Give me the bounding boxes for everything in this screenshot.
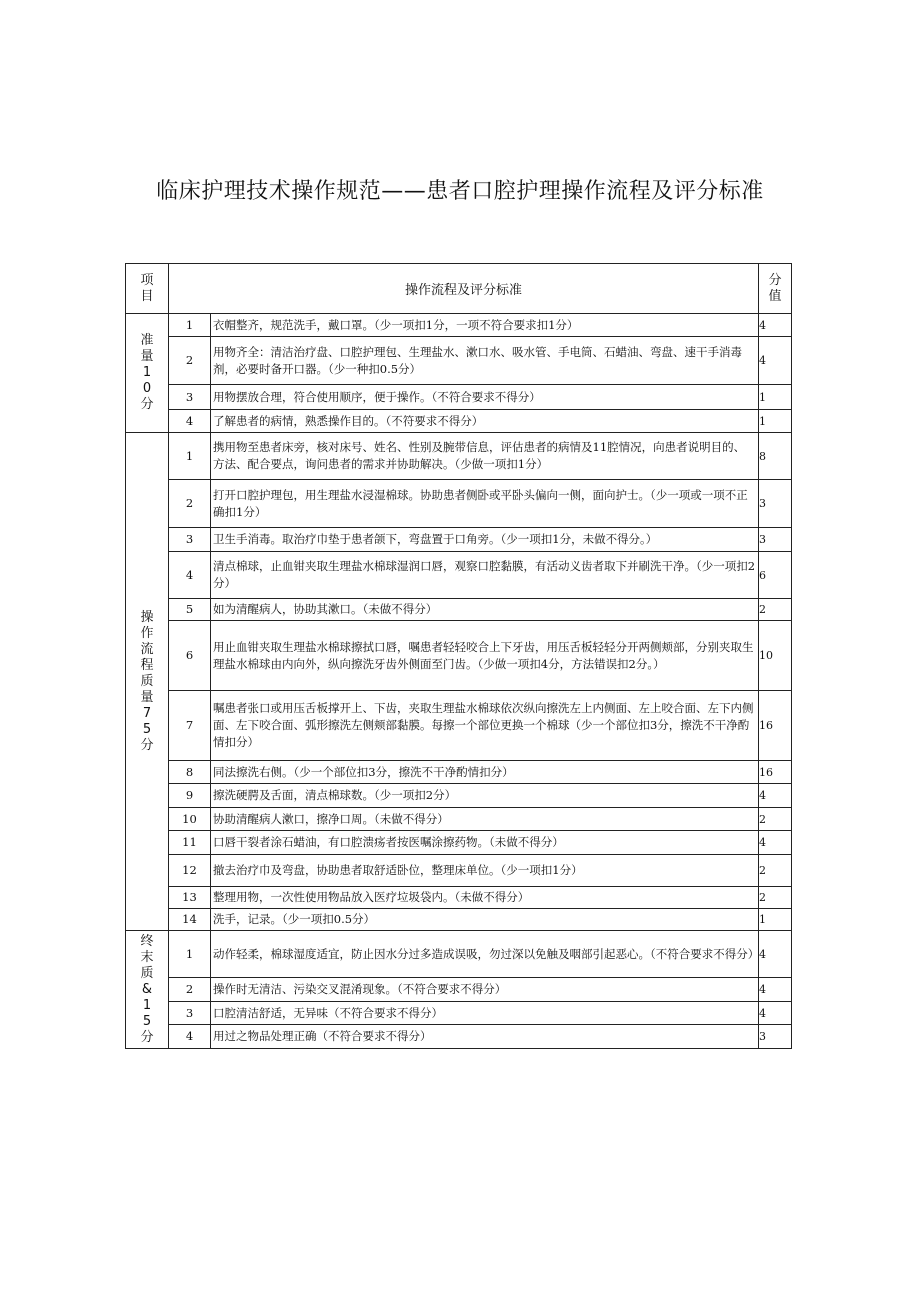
row-number: 9 <box>169 784 211 808</box>
row-score: 16 <box>759 691 792 761</box>
row-number: 5 <box>169 599 211 621</box>
table-body <box>126 314 792 1049</box>
scoring-table <box>125 263 792 1049</box>
row-number: 2 <box>169 978 211 1002</box>
table-row <box>126 855 792 887</box>
row-number: 3 <box>169 385 211 410</box>
row-score: 8 <box>759 433 792 480</box>
row-number: 12 <box>169 855 211 887</box>
table-row <box>126 1025 792 1049</box>
row-score: 4 <box>759 1002 792 1025</box>
row-number: 1 <box>169 433 211 480</box>
table-row <box>126 784 792 808</box>
row-number: 2 <box>169 337 211 385</box>
row-score: 4 <box>759 978 792 1002</box>
table-row <box>126 480 792 528</box>
row-criteria: 携用物至患者床旁，核对床号、姓名、性别及腕带信息，评估患者的病情及11腔情况，向患者说明目的、方法、配合要点，询问患者的需求并协助解决。（少做一项扣1分） <box>211 433 759 480</box>
row-score: 2 <box>759 599 792 621</box>
row-criteria: 用过之物品处理正确（不符合要求不得分） <box>211 1025 759 1049</box>
row-number: 8 <box>169 761 211 784</box>
row-score: 1 <box>759 385 792 410</box>
table-row <box>126 528 792 552</box>
row-number: 13 <box>169 887 211 909</box>
row-criteria: 撤去治疗巾及弯盘，协助患者取舒适卧位，整理床单位。（少一项扣1分） <box>211 855 759 887</box>
table-row <box>126 1002 792 1025</box>
section-procedure-label: 操作流程质量75分 <box>126 433 169 931</box>
table-row <box>126 831 792 855</box>
page-title: 临床护理技术操作规范——患者口腔护理操作流程及评分标准 <box>156 179 764 204</box>
row-criteria: 操作时无清洁、污染交叉混淆现象。（不符合要求不得分） <box>211 978 759 1002</box>
row-number: 3 <box>169 1002 211 1025</box>
row-criteria: 用止血钳夹取生理盐水棉球擦拭口唇，嘱患者轻轻咬合上下牙齿，用压舌板轻轻分开两侧颊部，分别夹取生理盐水棉球由内向外，纵向擦洗牙齿外侧面至门齿。（少做一项扣4分，方法错误扣2分。） <box>211 621 759 691</box>
table-row <box>126 931 792 978</box>
table-row <box>126 599 792 621</box>
table-row <box>126 337 792 385</box>
table-row <box>126 887 792 909</box>
row-criteria: 整理用物，一次性使用物品放入医疗垃圾袋内。（未做不得分） <box>211 887 759 909</box>
row-criteria: 如为清醒病人，协助其漱口。（未做不得分） <box>211 599 759 621</box>
row-score: 2 <box>759 808 792 831</box>
row-score: 4 <box>759 314 792 337</box>
header-item: 项目 <box>126 264 169 314</box>
row-number: 4 <box>169 552 211 599</box>
table-row <box>126 691 792 761</box>
row-number: 1 <box>169 931 211 978</box>
table-row <box>126 621 792 691</box>
header-score: 分值 <box>759 264 792 314</box>
row-criteria: 用物摆放合理，符合使用顺序，便于操作。（不符合要求不得分） <box>211 385 759 410</box>
row-score: 4 <box>759 931 792 978</box>
table-row <box>126 761 792 784</box>
table-row <box>126 552 792 599</box>
table-row <box>126 433 792 480</box>
row-criteria: 动作轻柔，棉球湿度适宜，防止因水分过多造成误吸，勿过深以免触及咽部引起恶心。（不符合要求不得分） <box>211 931 759 978</box>
row-criteria: 卫生手消毒。取治疗巾垫于患者颌下，弯盘置于口角旁。（少一项扣1分，未做不得分。） <box>211 528 759 552</box>
row-score: 4 <box>759 831 792 855</box>
row-number: 3 <box>169 528 211 552</box>
row-criteria: 清点棉球，止血钳夹取生理盐水棉球湿润口唇，观察口腔黏膜，有活动义齿者取下并刷洗干净。（少一项扣2分） <box>211 552 759 599</box>
row-score: 16 <box>759 761 792 784</box>
row-number: 2 <box>169 480 211 528</box>
row-score: 2 <box>759 887 792 909</box>
row-number: 10 <box>169 808 211 831</box>
table-row <box>126 385 792 410</box>
row-number: 4 <box>169 410 211 433</box>
row-number: 7 <box>169 691 211 761</box>
row-criteria: 打开口腔护理包，用生理盐水浸湿棉球。协助患者侧卧或平卧头偏向一侧，面向护士。（少一项或一项不正确扣1分） <box>211 480 759 528</box>
row-score: 3 <box>759 1025 792 1049</box>
table-row <box>126 410 792 433</box>
row-score: 4 <box>759 784 792 808</box>
row-criteria: 同法擦洗右侧。（少一个部位扣3分，擦洗不干净酌情扣分） <box>211 761 759 784</box>
section-preparation-label: 准量10分 <box>126 314 169 433</box>
row-score: 1 <box>759 909 792 931</box>
row-number: 11 <box>169 831 211 855</box>
section-final-quality-label: 终末质&15分 <box>126 931 169 1049</box>
row-criteria: 用物齐全：清洁治疗盘、口腔护理包、生理盐水、漱口水、吸水管、手电筒、石蜡油、弯盘、速干手消毒剂，必要时备开口器。（少一种扣0.5分） <box>211 337 759 385</box>
table-row <box>126 978 792 1002</box>
row-number: 14 <box>169 909 211 931</box>
table-row <box>126 314 792 337</box>
row-number: 1 <box>169 314 211 337</box>
row-criteria: 擦洗硬腭及舌面，清点棉球数。（少一项扣2分） <box>211 784 759 808</box>
row-score: 1 <box>759 410 792 433</box>
row-criteria: 口腔清洁舒适，无异味（不符合要求不得分） <box>211 1002 759 1025</box>
header-content: 操作流程及评分标准 <box>169 264 759 314</box>
row-criteria: 洗手，记录。（少一项扣0.5分） <box>211 909 759 931</box>
row-score: 3 <box>759 528 792 552</box>
row-criteria: 嘱患者张口或用压舌板撑开上、下齿，夹取生理盐水棉球依次纵向擦洗左上内侧面、左上咬合面、左下内侧面、左下咬合面、弧形擦洗左侧颊部黏膜。每擦一个部位更换一个棉球（少一个部位扣3分，擦洗不干净酌情扣分） <box>211 691 759 761</box>
row-number: 4 <box>169 1025 211 1049</box>
table-row <box>126 909 792 931</box>
row-score: 6 <box>759 552 792 599</box>
row-score: 3 <box>759 480 792 528</box>
row-number: 6 <box>169 621 211 691</box>
row-criteria: 了解患者的病情，熟悉操作目的。（不符要求不得分） <box>211 410 759 433</box>
row-criteria: 协助清醒病人漱口，擦净口周。（未做不得分） <box>211 808 759 831</box>
row-score: 4 <box>759 337 792 385</box>
row-score: 10 <box>759 621 792 691</box>
row-criteria: 口唇干裂者涂石蜡油，有口腔溃疡者按医嘱涂擦药物。（未做不得分） <box>211 831 759 855</box>
row-score: 2 <box>759 855 792 887</box>
table-header-row <box>126 264 792 314</box>
table-row <box>126 808 792 831</box>
row-criteria: 衣帽整齐，规范洗手，戴口罩。（少一项扣1分，一项不符合要求扣1分） <box>211 314 759 337</box>
